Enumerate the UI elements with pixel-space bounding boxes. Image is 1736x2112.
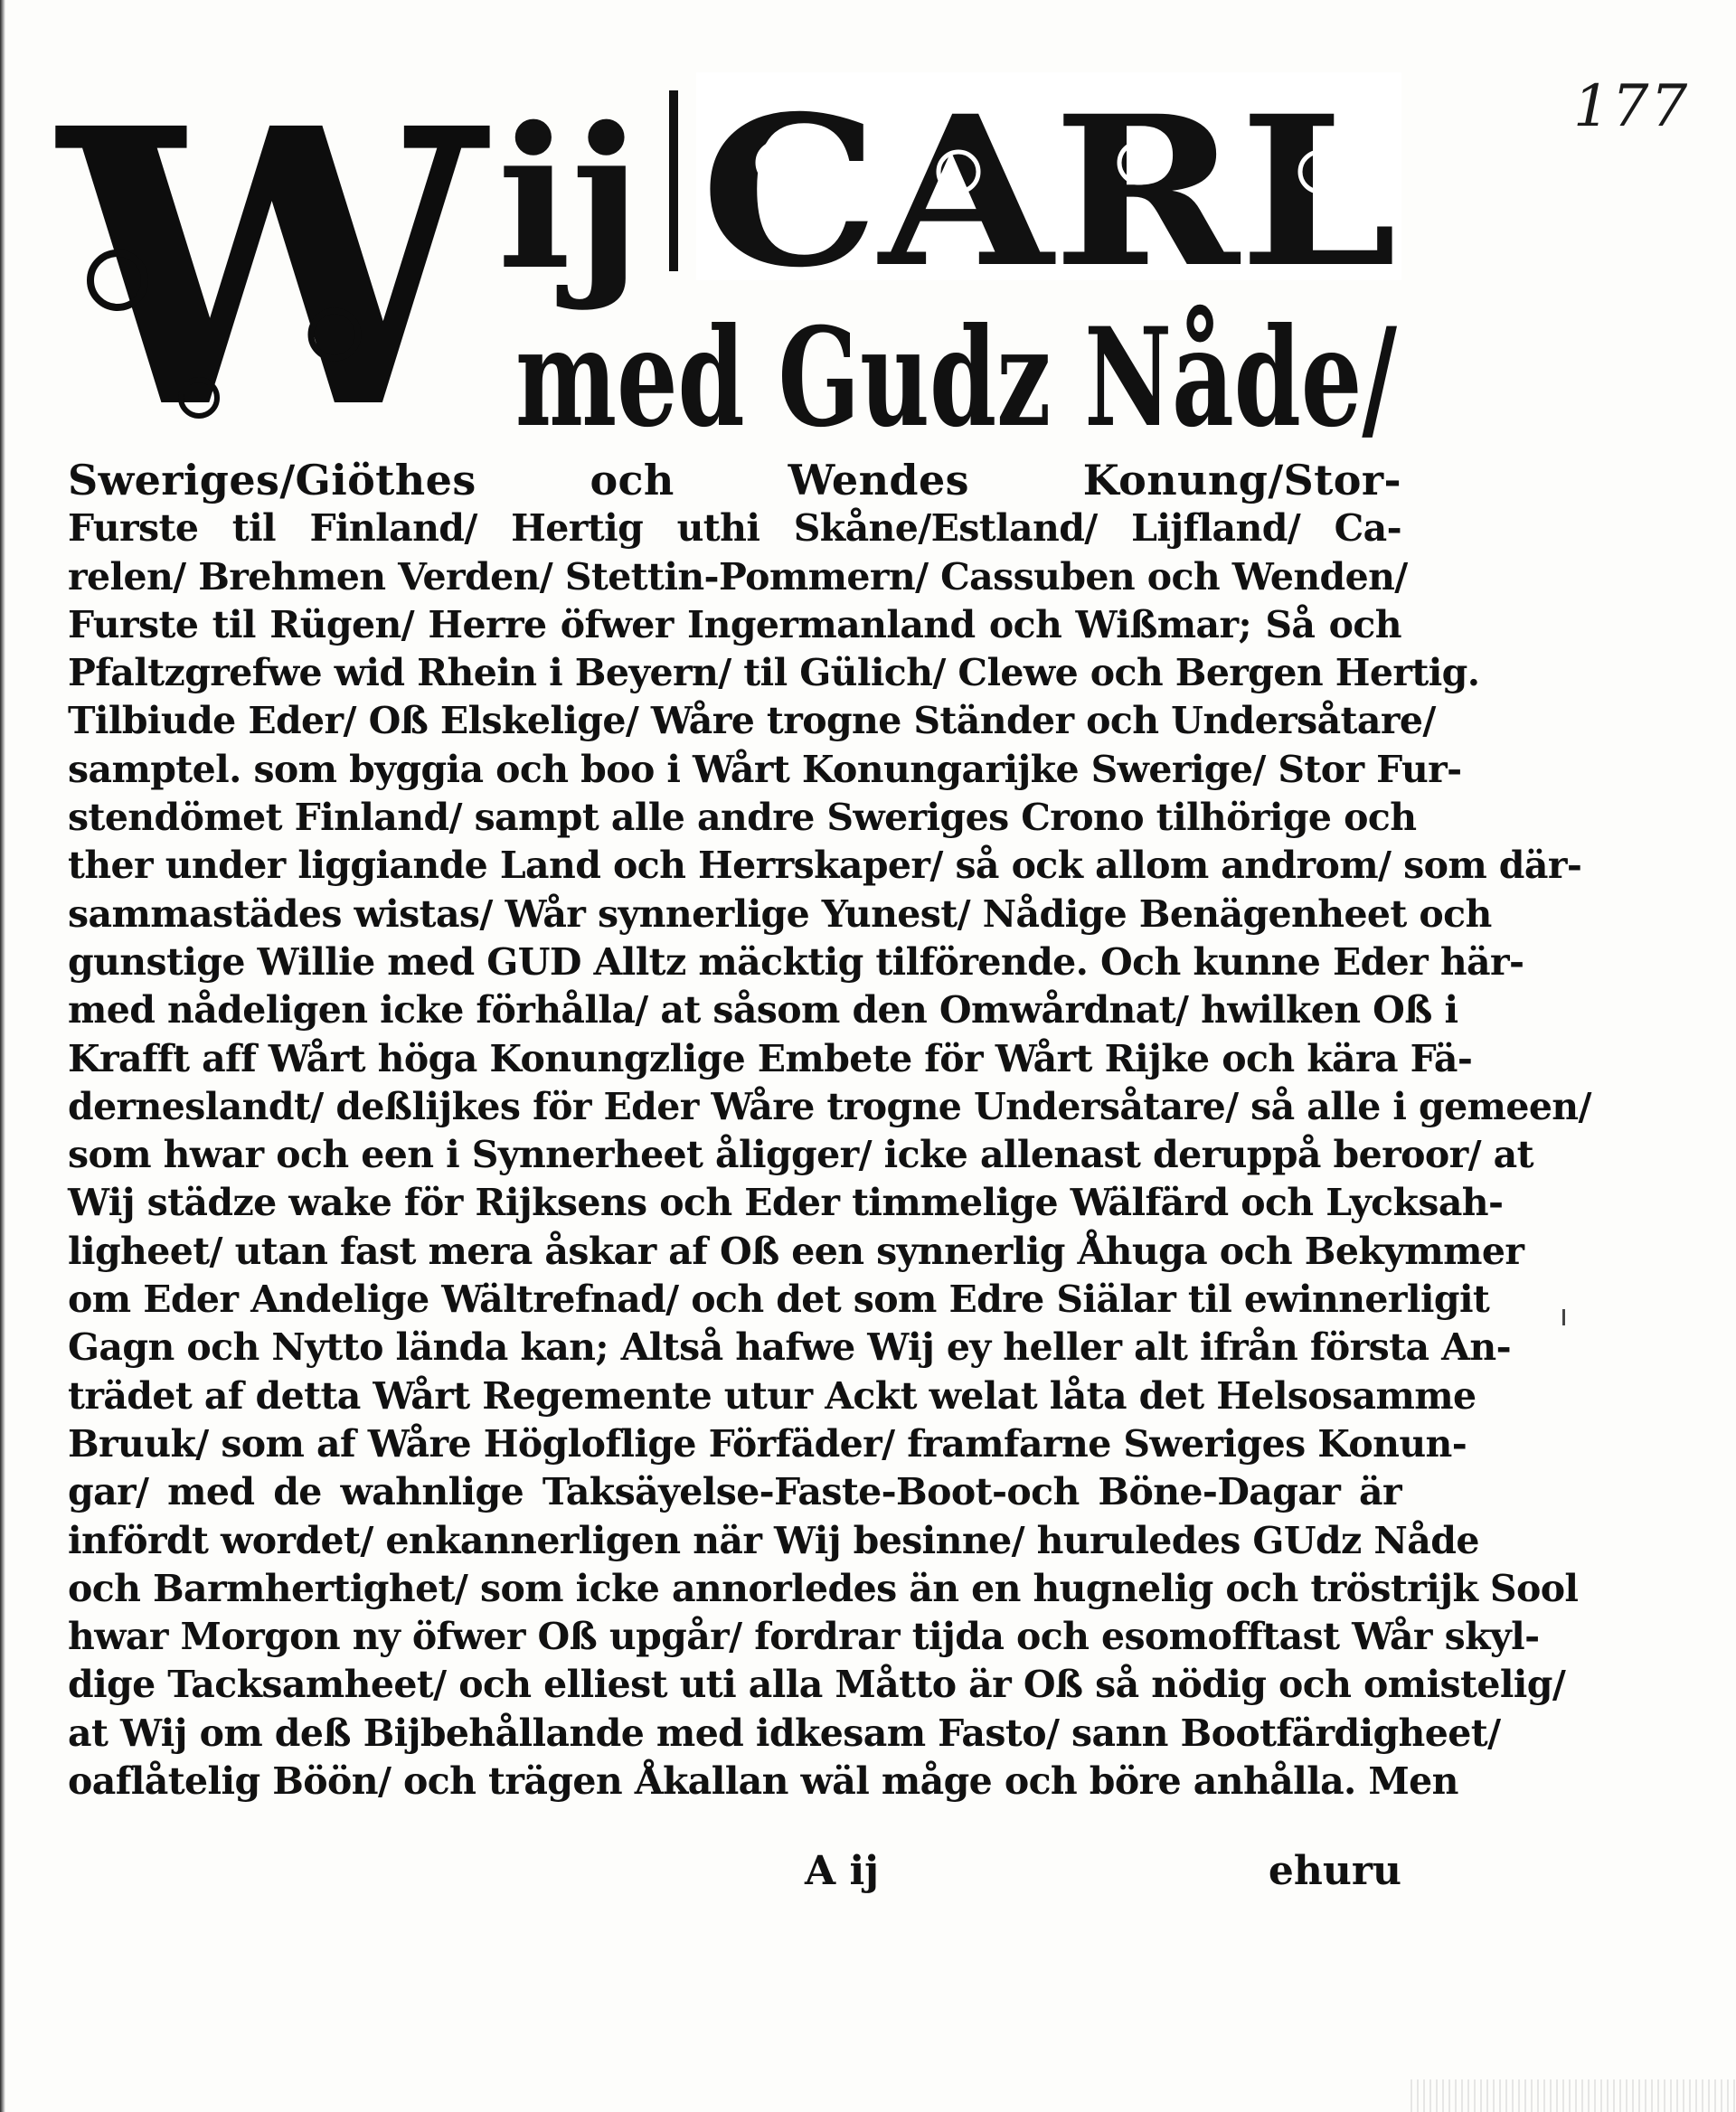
text-line: Bruuk/ som af Wåre Högloflige Förfäder/ framfarne Sweriges Konun-	[68, 1421, 1467, 1466]
text-line: ligheet/ utan fast mera åskar af Oß een synnerlig Åhuga och Bekymmer	[68, 1229, 1524, 1273]
page-footer	[68, 1844, 1401, 1899]
text-line: sammastädes wistas/ Wår synnerlige Yunest/ Nådige Benägenheet och	[68, 891, 1492, 936]
text-line: stendömet Finland/ sampt alle andre Sweriges Crono tilhörige och	[68, 796, 1417, 840]
text-line: infördt wordet/ enkannerligen när Wij besinne/ huruledes GUdz Nåde	[68, 1518, 1479, 1562]
ink-speck	[1562, 1309, 1565, 1325]
initial-w-ornament	[52, 47, 492, 493]
text-line: at Wij om deß Bijbehållande med idkesam Fasto/ sann Bootfärdigheet/	[68, 1711, 1501, 1755]
text-line: derneslandt/ deßlijkes för Eder Wåre trogne Undersåtare/ så alle i gemeen/	[68, 1084, 1591, 1128]
text-line: samptel. som byggia och boo i Wårt Konungarijke Swerige/ Stor Fur-	[68, 747, 1462, 791]
grace-line: med Gudz Nåde/	[515, 298, 1398, 457]
text-line: Sweriges/Giöthes och Wendes Konung/Stor-	[68, 456, 1401, 504]
text-line: gar/ med de wahnlige Taksäyelse-Faste-Boot-och Böne-Dagar är	[68, 1470, 1401, 1514]
text-line: relen/ Brehmen Verden/ Stettin-Pommern/ Cassuben och Wenden/	[68, 554, 1408, 599]
text-line: Tilbiude Eder/ Oß Elskelige/ Wåre trogne Ständer och Undersåtare/	[68, 699, 1436, 743]
text-line: Wij städze wake för Rijksens och Eder timmelige Wälfärd och Lycksah-	[68, 1181, 1504, 1225]
text-line: hwar Morgon ny öfwer Oß upgår/ fordrar tijda och esomofftast Wår skyl-	[68, 1615, 1540, 1659]
text-line: Krafft aff Wårt höga Konungzlige Embete för Wårt Rijke och kära Fä-	[68, 1036, 1473, 1080]
king-name: CARL	[701, 71, 1397, 313]
text-line: Furste til Rügen/ Herre öfwer Ingermanland och Wißmar; Så och	[68, 602, 1401, 646]
text-line: med nådeligen icke förhålla/ at såsom den Omwårdnat/ hwilken Oß i	[68, 988, 1458, 1032]
signature-mark: A ij	[805, 1848, 880, 1894]
text-line: Gagn och Nytto lända kan; Altså hafwe Wij ey heller alt ifrån första An-	[68, 1325, 1511, 1370]
bleed-through-smudge	[1410, 2079, 1736, 2112]
text-line: som hwar och een i Synnerheet åligger/ icke allenast deruppå beroor/ at	[68, 1133, 1533, 1177]
text-line: dige Tacksamheet/ och elliest uti alla Måtto är Oß så nödig och omistelig/	[68, 1663, 1566, 1707]
initial-rest: ij	[497, 84, 642, 313]
text-line: trädet af detta Wårt Regemente utur Ackt welat låta det Helsosamme	[68, 1373, 1477, 1418]
text-line: ther under liggiande Land och Herrskaper/ så ock allom androm/ som där-	[68, 844, 1582, 888]
name-caps-group	[696, 71, 1401, 313]
page-edge-shadow	[0, 0, 5, 2112]
initial-letter: W	[59, 47, 486, 493]
folio-number: 177	[1573, 73, 1690, 140]
text-line: om Eder Andelige Wältrefnad/ och det som Edre Siälar til ewinnerligit	[68, 1278, 1490, 1322]
body-text	[68, 456, 1591, 1806]
text-line: oaflåtelig Böön/ och trägen Åkallan wäl måge och böre anhålla. Men	[68, 1759, 1458, 1804]
catchword: ehuru	[1268, 1848, 1401, 1894]
text-line: Furste til Finland/ Hertig uthi Skåne/Estland/ Lijfland/ Ca-	[68, 506, 1401, 551]
text-line: gunstige Willie med GUD Alltz mäcktig tilförende. Och kunne Eder här-	[68, 939, 1524, 984]
text-line: Pfaltzgrefwe wid Rhein i Beyern/ til Gülich/ Clewe och Bergen Hertig.	[68, 651, 1480, 695]
heading-separator	[669, 90, 678, 271]
text-line: och Barmhertighet/ som icke annorledes än en hugnelig och tröstrijk Sool	[68, 1566, 1579, 1610]
